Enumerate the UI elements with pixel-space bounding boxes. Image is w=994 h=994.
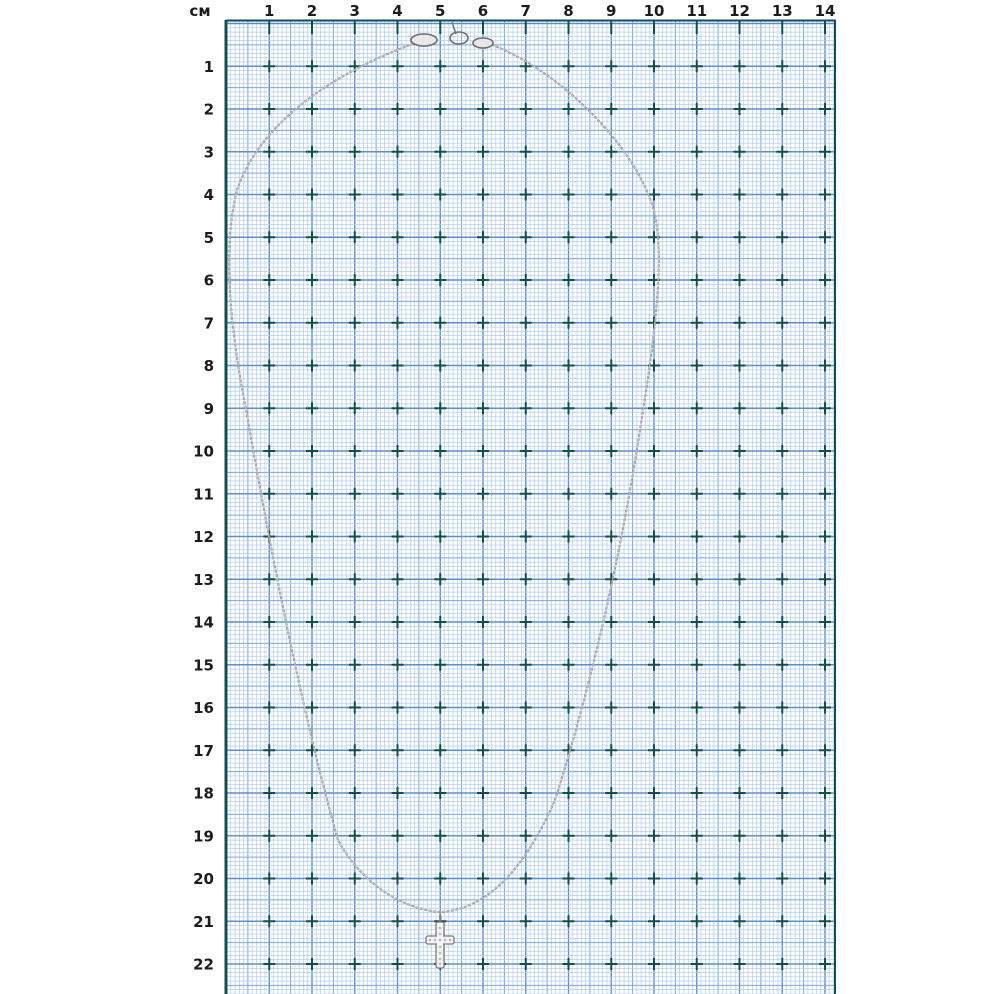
y-axis-label: 7: [203, 314, 214, 333]
y-axis-label: 4: [203, 186, 214, 204]
y-axis-label: 1: [203, 57, 214, 76]
y-axis-label: 10: [193, 442, 214, 461]
x-axis-label: 10: [643, 2, 665, 20]
x-axis-label: 13: [771, 2, 793, 20]
x-axis-label: 1: [264, 2, 275, 20]
y-axis-label: 16: [193, 699, 214, 717]
y-axis-label: 9: [203, 399, 214, 418]
x-axis-label: 3: [349, 2, 360, 20]
x-axis-label: 2: [306, 2, 318, 20]
y-axis-label: 20: [193, 870, 214, 888]
lobster-clasp: [411, 34, 437, 46]
x-axis-label: 9: [606, 2, 617, 20]
clasp-tag: [473, 38, 493, 48]
cross-center-fill: [437, 923, 443, 967]
y-axis-label: 2: [203, 100, 214, 119]
x-axis-label: 5: [435, 2, 446, 20]
x-axis-label: 14: [814, 2, 836, 20]
x-axis-label: 8: [563, 2, 574, 20]
y-axis-label: 22: [193, 955, 214, 974]
y-axis-label: 5: [203, 228, 214, 247]
x-axis-label: 11: [686, 2, 708, 20]
y-axis-label: 11: [193, 485, 214, 504]
x-axis-label: 6: [477, 2, 489, 20]
y-axis-label: 3: [203, 143, 214, 162]
y-axis-label: 13: [193, 570, 214, 589]
x-axis-label: 7: [520, 2, 531, 20]
y-axis-label: 21: [193, 912, 214, 931]
y-axis-label: 8: [203, 357, 214, 375]
unit-label: см: [189, 2, 211, 20]
y-axis-label: 6: [203, 271, 214, 290]
x-axis-label: 4: [392, 2, 403, 20]
y-axis-label: 12: [193, 528, 214, 546]
x-axis-label: 12: [729, 2, 750, 20]
y-axis-label: 14: [193, 613, 214, 632]
y-axis-label: 19: [193, 827, 214, 846]
y-axis-label: 17: [193, 741, 214, 760]
y-axis-label: 18: [193, 784, 214, 803]
y-axis-label: 15: [193, 656, 214, 675]
